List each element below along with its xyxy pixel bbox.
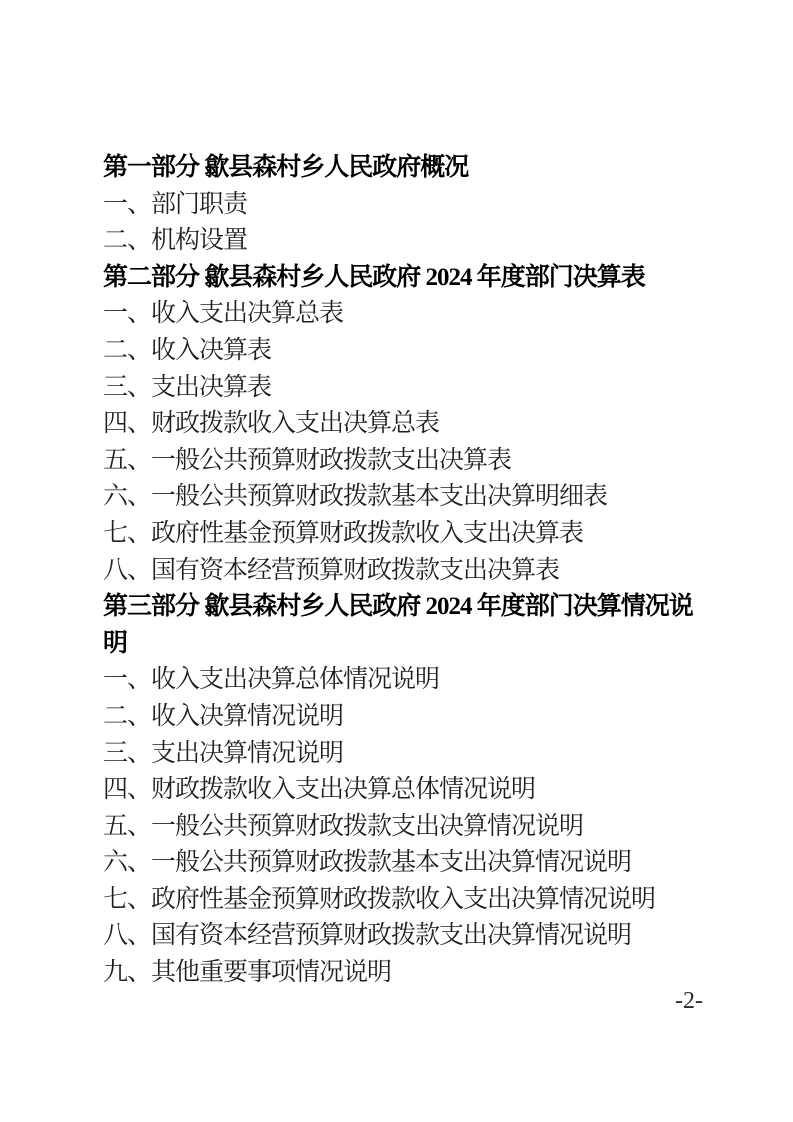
page-number: -2- bbox=[675, 988, 703, 1014]
toc-item: 五、一般公共预算财政拨款支出决算情况说明 bbox=[103, 812, 584, 840]
toc-item: 一、收入支出决算总体情况说明 bbox=[103, 666, 440, 694]
section-1-heading: 第一部分 歙县森村乡人民政府概况 bbox=[103, 154, 469, 181]
toc-item: 三、支出决算情况说明 bbox=[103, 739, 344, 767]
toc-item: 七、政府性基金预算财政拨款收入支出决算情况说明 bbox=[103, 885, 656, 913]
toc-item: 八、国有资本经营预算财政拨款支出决算表 bbox=[103, 556, 560, 584]
toc-item: 六、一般公共预算财政拨款基本支出决算情况说明 bbox=[103, 849, 632, 877]
toc-item: 三、支出决算表 bbox=[103, 373, 272, 401]
section-3-heading: 第三部分 歙县森村乡人民政府 2024 年度部门决算情况说明 bbox=[103, 593, 693, 657]
toc-item: 六、一般公共预算财政拨款基本支出决算明细表 bbox=[103, 483, 608, 511]
toc-item: 二、收入决算表 bbox=[103, 336, 272, 364]
toc-item: 九、其他重要事项情况说明 bbox=[103, 959, 392, 987]
toc-item: 一、收入支出决算总表 bbox=[103, 300, 344, 328]
toc-item: 八、国有资本经营预算财政拨款支出决算情况说明 bbox=[103, 922, 632, 950]
section-2-heading: 第二部分 歙县森村乡人民政府 2024 年度部门决算表 bbox=[103, 263, 645, 291]
toc-item: 二、收入决算情况说明 bbox=[103, 702, 344, 730]
toc-item: 二、机构设置 bbox=[103, 227, 248, 255]
toc-item: 五、一般公共预算财政拨款支出决算表 bbox=[103, 446, 512, 474]
toc-item: 四、财政拨款收入支出决算总体情况说明 bbox=[103, 776, 536, 804]
toc-item: 一、部门职责 bbox=[103, 190, 248, 218]
toc-item: 四、财政拨款收入支出决算总表 bbox=[103, 410, 440, 438]
table-of-contents bbox=[103, 150, 703, 992]
toc-item: 七、政府性基金预算财政拨款收入支出决算表 bbox=[103, 519, 584, 547]
